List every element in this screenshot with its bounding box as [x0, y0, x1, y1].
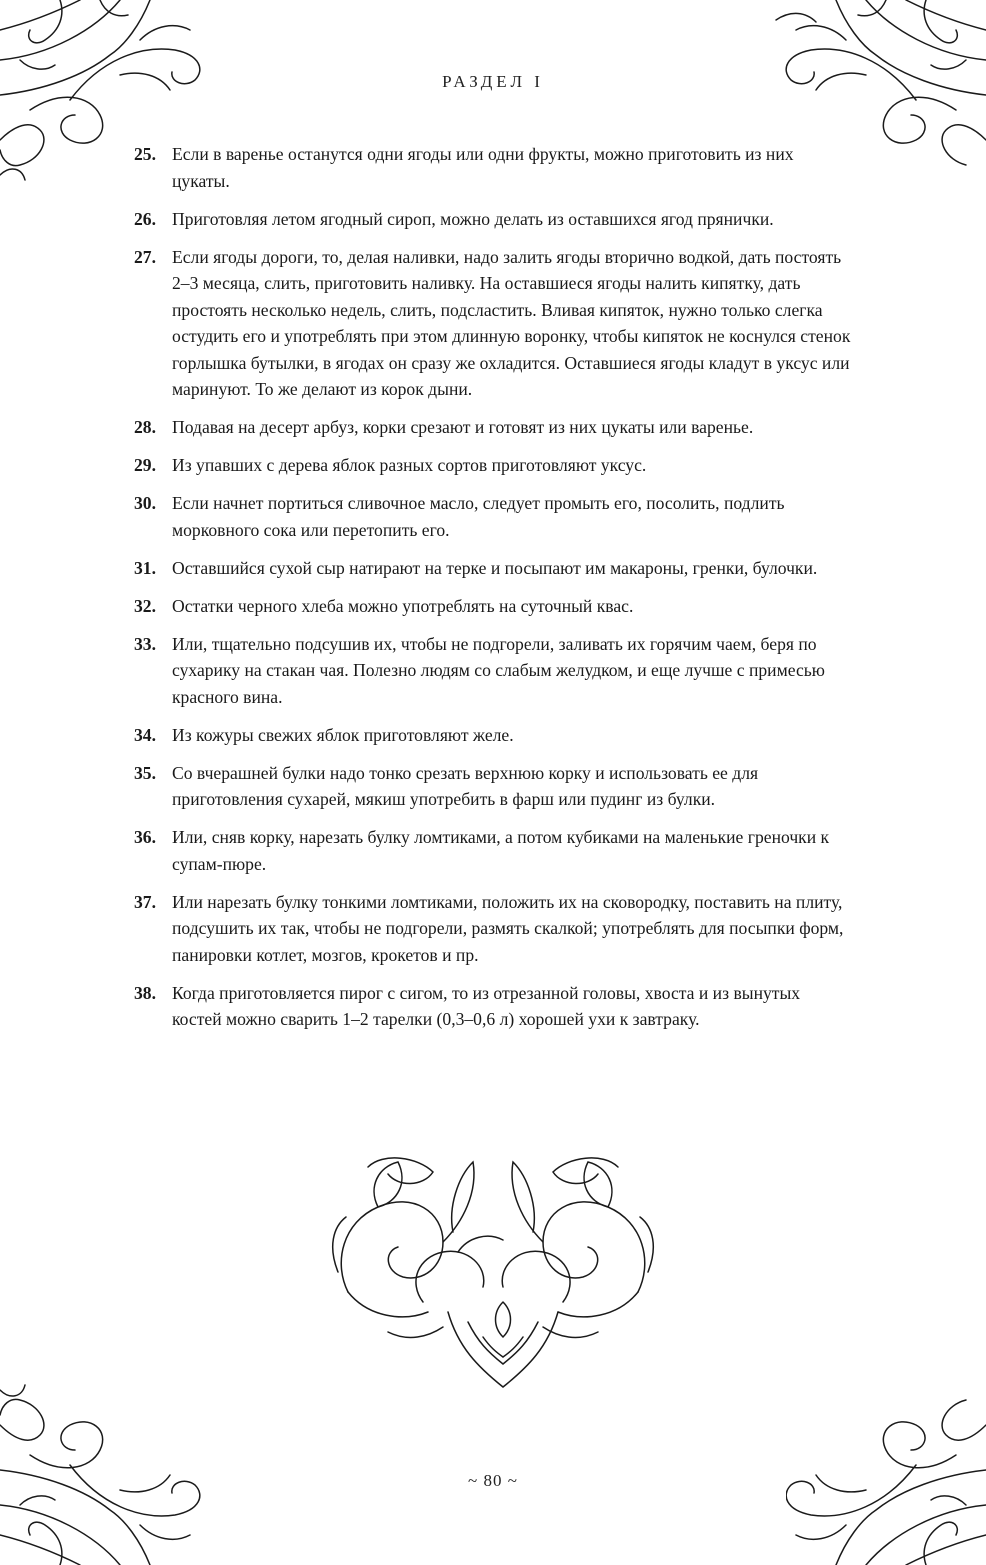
item-number: 25.	[134, 144, 156, 164]
item-number: 36.	[134, 827, 156, 847]
list-item	[134, 593, 854, 620]
item-number: 28.	[134, 417, 156, 437]
item-text: Со вчерашней булки надо тонко срезать верхнюю корку и использовать ее для приготовления сухарей, мякиш употребить в фарш или пудинг из булки.	[172, 762, 759, 809]
item-number: 26.	[134, 208, 156, 229]
item-text: Или нарезать булку тонкими ломтиками, положить их на сковородку, поставить на плиту, подсушить их так, чтобы не подгорели, размять скалкой; употреблять для посыпки форм, панировки котлет, мозгов, крокетов и пр.	[172, 891, 844, 965]
list-item	[134, 889, 854, 969]
list-item	[134, 631, 854, 711]
list-item	[134, 141, 854, 194]
item-text: Если начнет портиться сливочное масло, следует промыть его, посолить, подлить морковного сока или перетопить его.	[172, 493, 785, 540]
item-number: 31.	[134, 557, 156, 578]
list-item	[134, 414, 854, 441]
list-item	[134, 452, 854, 479]
running-head: РАЗДЕЛ I	[442, 72, 544, 91]
list-item	[134, 760, 854, 813]
item-number: 35.	[134, 762, 156, 783]
item-number: 32.	[134, 595, 156, 616]
item-text: Если ягоды дороги, то, делая наливки, надо залить ягоды вторично водкой, дать постоять 2–3 месяца, слить, приготовить наливку. На оставшиеся ягоды налить кипятку, дать простоять несколько недель, слить, подсластить. Вливая кипяток, нужно только слегка остудить его и употреблять при этом длинную воронку, чтобы кипяток не коснулся стенок горлышка бутылки, в ягодах он сразу же охладится. Оставшиеся ягоды кладут в уксус или маринуют. То же делают из корок дыни.	[172, 246, 851, 399]
center-flourish-ornament	[328, 1152, 658, 1392]
item-number: 38.	[134, 982, 156, 1003]
item-number: 34.	[134, 724, 156, 745]
item-text: Оставшийся сухой сыр натирают на терке и посыпают им макароны, гренки, булочки.	[172, 557, 818, 578]
item-number: 30.	[134, 493, 156, 513]
item-text: Если в варенье останутся одни ягоды или одни фрукты, можно приготовить из них цукаты.	[172, 144, 794, 191]
list-item	[134, 824, 854, 877]
list-item	[134, 555, 854, 582]
tips-list	[134, 141, 854, 1044]
item-text: Или, сняв корку, нарезать булку ломтиками, а потом кубиками на маленькие греночки к супам-пюре.	[172, 827, 830, 874]
list-item	[134, 722, 854, 749]
item-text: Подавая на десерт арбуз, корки срезают и готовят из них цукаты или варенье.	[172, 417, 754, 437]
item-number: 33.	[134, 633, 156, 654]
item-text: Когда приготовляется пирог с сигом, то из отрезанной головы, хвоста и из вынутых костей можно сварить 1–2 тарелки (0,3–0,6 л) хорошей ухи к завтраку.	[172, 982, 801, 1029]
list-item	[134, 490, 854, 543]
list-item	[134, 980, 854, 1033]
item-text: Или, тщательно подсушив их, чтобы не подгорели, заливать их горячим чаем, беря по сухарику на стакан чая. Полезно людям со слабым желудком, и еще лучше с примесью красного вина.	[172, 633, 825, 707]
item-text: Из кожуры свежих яблок приготовляют желе.	[172, 724, 514, 745]
item-text: Остатки черного хлеба можно употреблять на суточный квас.	[172, 595, 634, 616]
page-number: ~ 80 ~	[468, 1471, 518, 1490]
item-number: 29.	[134, 455, 156, 475]
list-item	[134, 244, 854, 403]
item-number: 37.	[134, 891, 156, 912]
item-text: Из упавших с дерева яблок разных сортов приготовляют уксус.	[172, 455, 647, 475]
item-number: 27.	[134, 246, 156, 267]
corner-ornament-bottom-left	[0, 1375, 210, 1565]
item-text: Приготовляя летом ягодный сироп, можно делать из оставшихся ягод прянички.	[172, 208, 774, 229]
list-item	[134, 206, 854, 233]
